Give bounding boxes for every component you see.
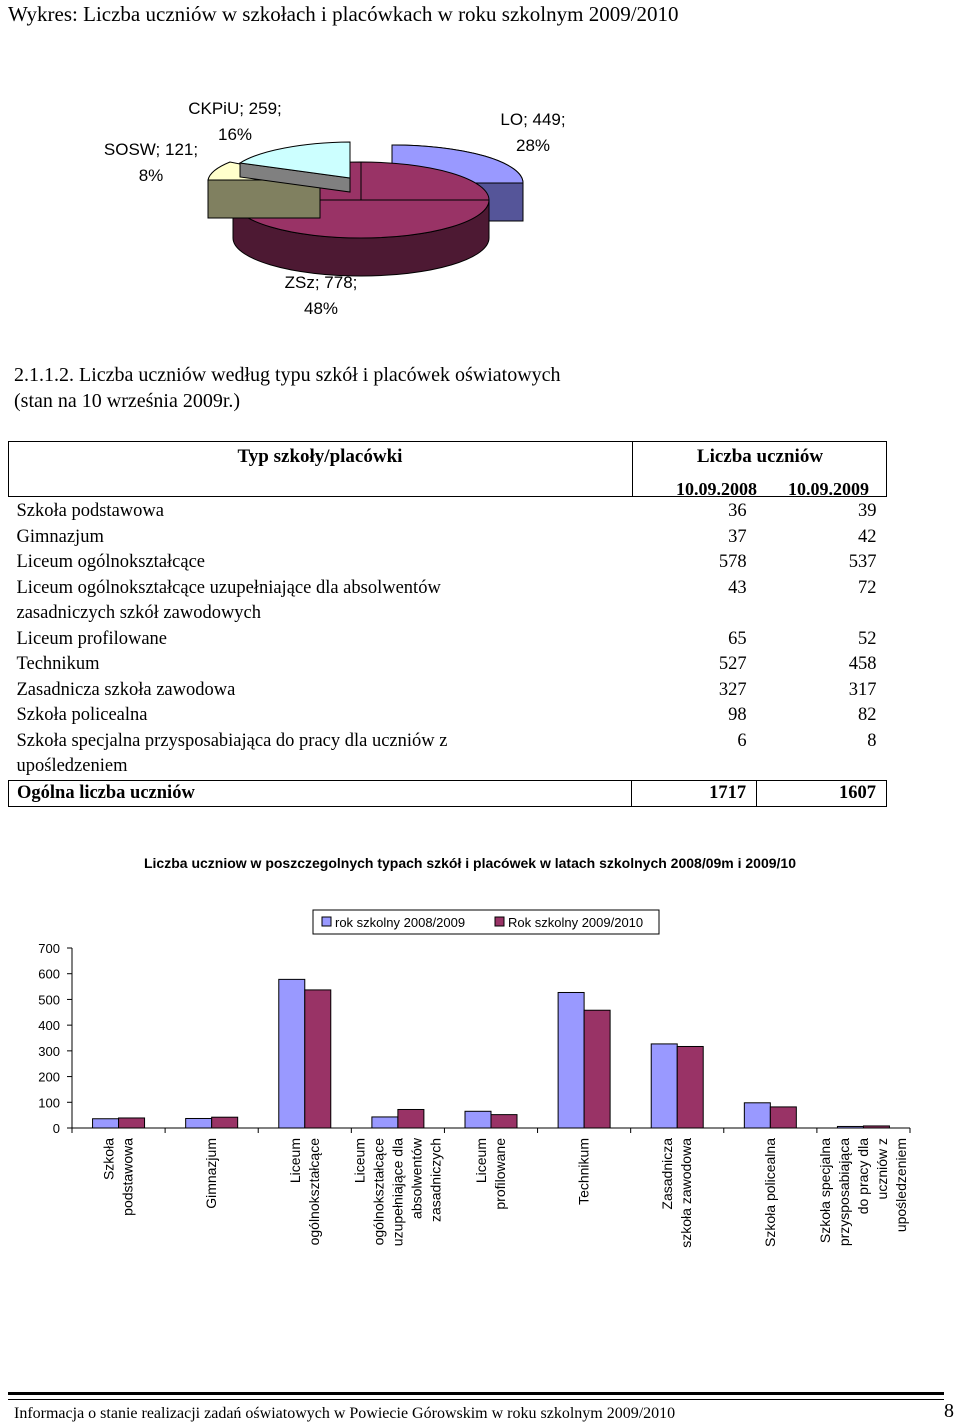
total-2009: 1607 [757,780,887,807]
x-category-label-line: profilowane [492,1138,508,1210]
row-name: Liceum ogólnokształcące [16,552,206,572]
section-heading-line2: (stan na 10 września 2009r.) [14,390,241,412]
x-category-label-line: absolwentów [408,1138,425,1219]
row-2009: 537 [848,552,877,572]
x-category-label-line: Szkoła policealna [761,1138,778,1247]
bar-2008 [558,992,584,1128]
table-row [9,627,887,653]
pie-label-zsz [256,270,386,322]
pie-label-sosw [86,137,216,189]
bar-2009 [863,1126,889,1128]
pie-label-lo [468,107,598,159]
row-2008: 65 [728,628,747,649]
table-row [9,576,887,627]
bar-2008 [93,1119,119,1128]
legend-label: Rok szkolny 2009/2010 [508,915,644,930]
x-category-label-line: Liceum [286,1138,303,1184]
bar-2008 [186,1118,212,1128]
legend-swatch [322,917,331,926]
bar-chart-title: Liczba uczniow w poszczegolnych typach szkół i placówek w latach szkolnych 2008/09m i 2009/10 [143,855,797,871]
row-2009: 52 [858,628,877,649]
table-row [9,703,887,729]
bar-chart [0,900,960,1280]
table-total-row [9,780,887,807]
pie-label-lo-line1: LO; 449; [500,110,566,129]
bar-2008 [465,1111,491,1128]
bar-2009 [584,1010,610,1128]
row-2008: 327 [718,679,747,700]
table-row [9,525,887,551]
bar-2009 [305,990,331,1128]
pie-label-ckpiu-line2: 16% [217,125,253,144]
x-category-label-line: Liceum [351,1138,368,1184]
y-tick-label: 100 [38,1095,60,1111]
row-name: Szkoła specjalna przysposabiająca do pracy dla uczniów z upośledzeniem [16,730,448,776]
x-category-label [659,1138,694,1248]
row-2009: 317 [848,679,877,700]
x-category-label [473,1138,508,1210]
total-name: Ogólna liczba uczniów [9,780,632,807]
row-2009: 42 [858,526,877,547]
bar-2009 [677,1046,703,1128]
x-category-label-line: uzupełniające dla [389,1138,406,1247]
y-tick-label: 200 [38,1069,60,1085]
x-category-label-line: upośledzeniem [892,1138,909,1233]
row-2009: 8 [867,730,877,751]
pie-chart [0,40,960,340]
page-number: 8 [944,1400,954,1422]
row-2009: 82 [858,705,877,725]
x-category-label [817,1138,909,1246]
bar-2008 [372,1117,398,1128]
row-2009: 458 [848,654,877,674]
row-2008: 36 [728,501,747,521]
total-2008: 1717 [632,780,757,807]
y-tick-label: 400 [38,1018,60,1034]
table-row [9,652,887,678]
row-name: Gimnazjum [16,526,104,547]
row-2009: 72 [858,577,877,598]
row-name: Liceum ogólnokształcące uzupełniające dla absolwentów zasadniczych szkół zawodowych [16,577,441,623]
section-heading [14,362,561,414]
x-category-label-line: ogólnokształcące [370,1138,387,1246]
footer-rule [8,1392,944,1400]
school-table [8,499,887,807]
bar-2009 [398,1109,424,1128]
pie-label-sosw-line1: SOSW; 121; [103,140,199,159]
pie-label-lo-line2: 28% [515,136,551,155]
x-category-label [576,1138,592,1205]
y-tick-label: 500 [38,992,60,1008]
page-title: Wykres: Liczba uczniów w szkołach i placówkach w roku szkolnym 2009/2010 [8,2,679,26]
x-category-label [762,1138,778,1247]
row-2008: 98 [728,705,747,725]
row-2008: 527 [718,654,747,674]
y-tick-label: 300 [38,1043,60,1059]
y-tick-label: 600 [38,966,60,982]
row-name: Technikum [16,654,100,674]
x-category-label-line: uczniów z [873,1138,890,1200]
bar-2009 [770,1107,796,1128]
pie-label-zsz-line1: ZSz; 778; [284,273,358,292]
x-category-label-line: Zasadnicza [659,1138,676,1210]
x-category-label-line: zasadniczych [427,1138,444,1223]
row-name: Zasadnicza szkoła zawodowa [16,679,236,700]
table-row [9,729,887,781]
bar-2009 [212,1117,238,1128]
row-2008: 43 [728,577,747,598]
x-category-label-line: do pracy dla [854,1138,871,1215]
row-2008: 578 [718,552,747,572]
bar-2008 [279,979,305,1128]
x-category-label-line: szkoła zawodowa [678,1138,695,1248]
table-row [9,678,887,704]
table-row [9,499,887,525]
pie-label-ckpiu-line1: CKPiU; 259; [188,99,282,118]
y-tick-label: 0 [52,1121,60,1136]
table-header-count: Liczba uczniów [696,446,824,467]
x-category-label-line: podstawowa [119,1138,136,1216]
x-category-label-line: ogólnokształcące [305,1138,322,1246]
x-category-label-line: Szkoła [100,1138,117,1181]
section-heading-line1: 2.1.1.2. Liczba uczniów według typu szkół i placówek oświatowych [14,364,561,386]
bar-2008 [651,1044,677,1128]
x-category-label-line: Szkoła specjalna [816,1138,833,1244]
bar-2009 [119,1118,145,1128]
row-name: Liceum profilowane [16,628,168,649]
row-2008: 6 [737,730,747,751]
x-category-label [101,1138,136,1216]
pie-label-sosw-line2: 8% [138,166,164,185]
legend-swatch [495,917,504,926]
table-header-type: Typ szkoły/placówki [237,446,403,467]
y-tick-label: 700 [38,941,60,956]
pie-label-zsz-line2: 48% [303,299,339,318]
row-name: Szkoła podstawowa [16,501,164,521]
x-category-label-line: przysposabiająca [835,1138,852,1247]
bar-2009 [491,1115,517,1128]
bar-2008 [744,1103,770,1128]
x-category-label [351,1137,443,1246]
table-header-date-2008: 10.09.2008 [676,479,757,499]
row-2008: 37 [728,526,747,547]
x-category-label-line: Technikum [575,1138,592,1205]
x-category-label [287,1138,322,1246]
table-row [9,550,887,576]
legend-label: rok szkolny 2008/2009 [335,915,466,930]
x-category-label-line: Gimnazjum [203,1138,220,1209]
row-2009: 39 [858,501,877,521]
x-category-label-line: Liceum [473,1138,489,1184]
table-header-date-2009: 10.09.2009 [788,479,869,499]
row-name: Szkoła policealna [16,705,148,725]
footer-text: Informacja o stanie realizacji zadań oświatowych w Powiecie Górowskim w roku szkolnym 2009/2010 [14,1405,676,1422]
bar-2008 [837,1126,863,1128]
x-category-label [203,1138,219,1209]
